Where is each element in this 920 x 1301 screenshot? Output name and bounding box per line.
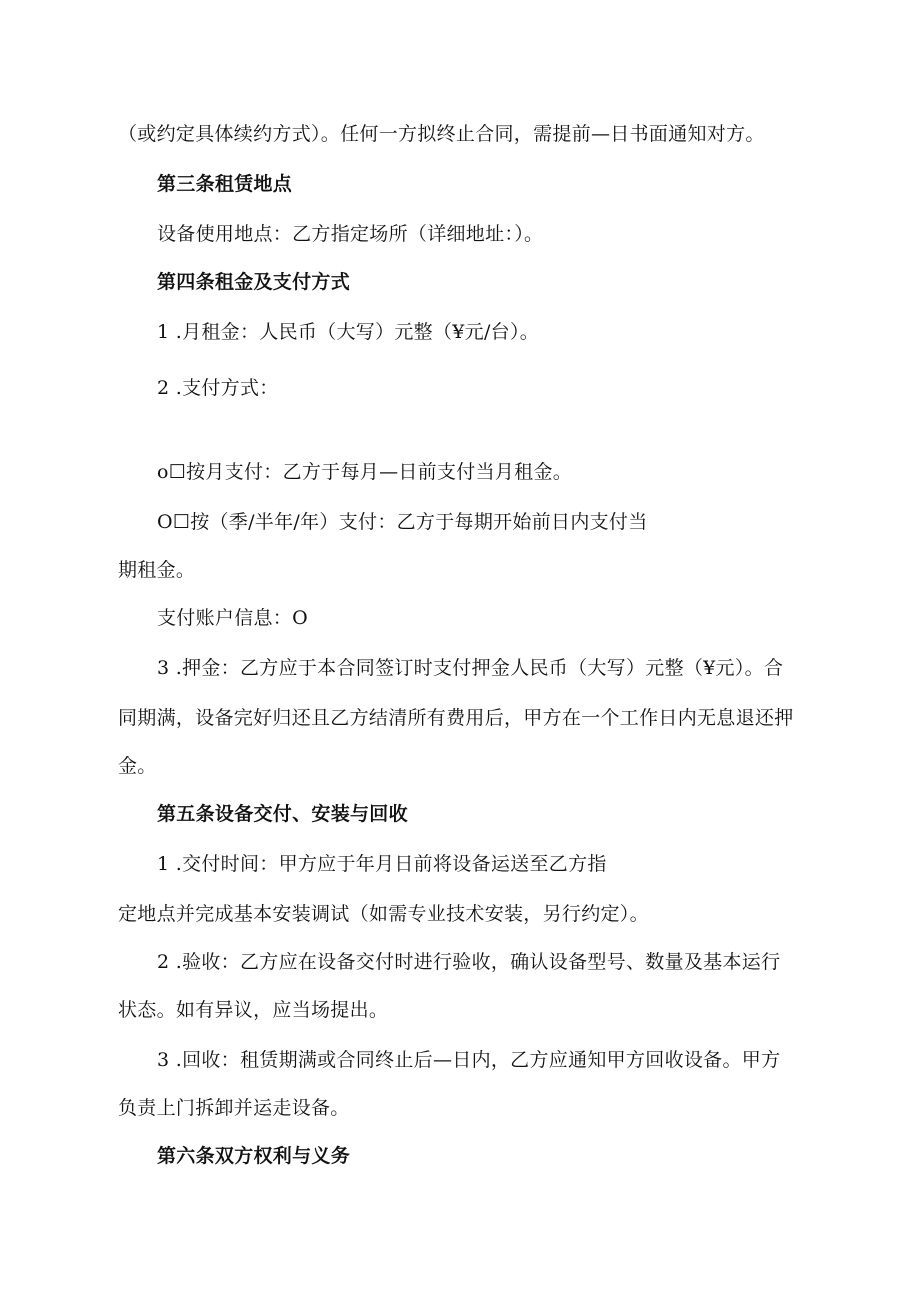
section-heading-4: 第四条租金及支付方式 [157, 271, 351, 293]
list-item: 1 .月租金：人民币（大写）元整（¥元/台）。 [157, 321, 540, 343]
paragraph-line: 同期满，设备完好归还且乙方结清所有费用后，甲方在一个工作日内无息退还押 [118, 707, 794, 729]
paragraph-line: 状态。如有异议，应当场提出。 [118, 999, 389, 1021]
paragraph-line: 金。 [118, 755, 157, 777]
list-item: 3 .押金：乙方应于本合同签订时支付押金人民币（大写）元整（¥元）。合 [157, 657, 784, 679]
list-item: 2 .验收：乙方应在设备交付时进行验收，确认设备型号、数量及基本运行 [157, 951, 781, 973]
section-heading-3: 第三条租赁地点 [157, 173, 293, 195]
checkbox-option-periodic: O☐按（季/半年/年）支付：乙方于每期开始前日内支付当 [157, 511, 648, 533]
paragraph-line: 期租金。 [118, 559, 196, 581]
list-item: 1 .交付时间：甲方应于年月日前将设备运送至乙方指 [157, 853, 607, 875]
paragraph-line: 设备使用地点：乙方指定场所（详细地址：）。 [157, 223, 544, 245]
section-heading-5: 第五条设备交付、安装与回收 [157, 803, 408, 825]
list-item: 2 .支付方式： [157, 377, 279, 399]
section-heading-6: 第六条双方权利与义务 [157, 1145, 351, 1167]
paragraph-line: （或约定具体续约方式）。任何一方拟终止合同，需提前—日书面通知对方。 [118, 123, 765, 145]
paragraph-line: 负责上门拆卸并运走设备。 [118, 1097, 350, 1119]
checkbox-option-monthly: o☐按月支付：乙方于每月—日前支付当月租金。 [157, 461, 573, 483]
list-item: 3 .回收：租赁期满或合同终止后—日内，乙方应通知甲方回收设备。甲方 [157, 1049, 781, 1071]
paragraph-line: 支付账户信息：O [157, 607, 308, 629]
paragraph-line: 定地点并完成基本安装调试（如需专业技术安装，另行约定）。 [118, 903, 649, 925]
